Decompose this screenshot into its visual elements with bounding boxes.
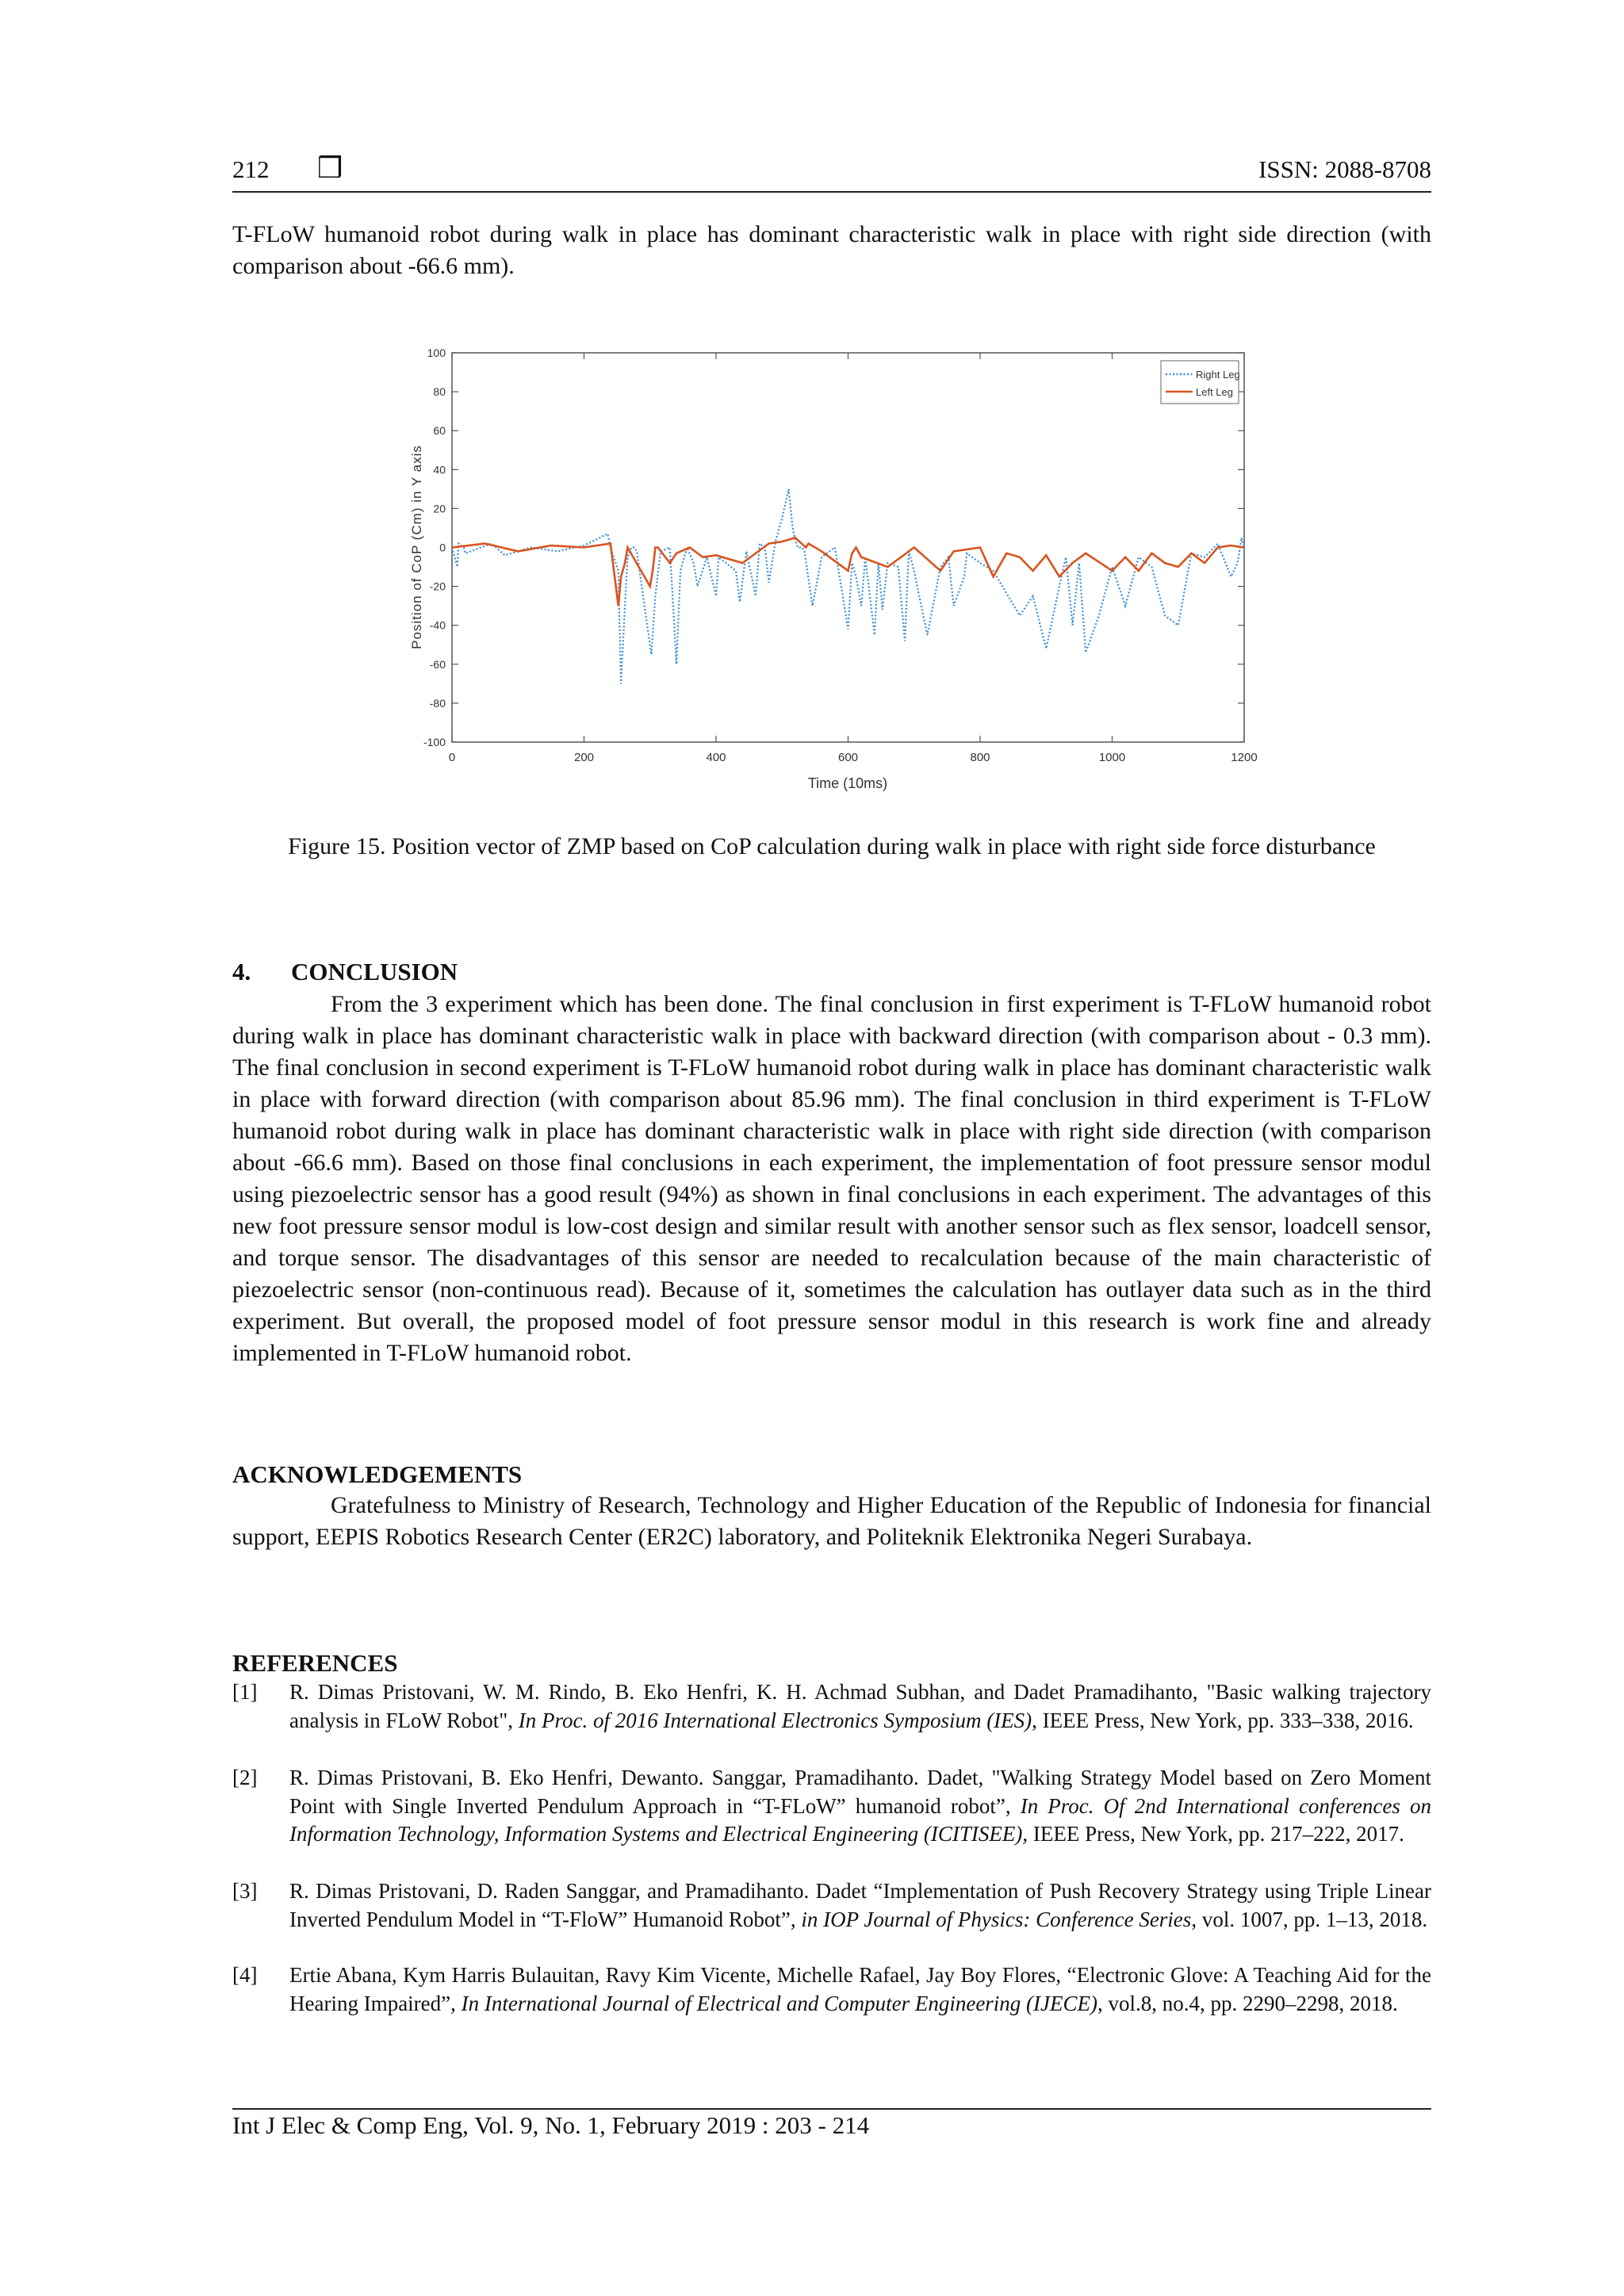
x-tick-label: 1000 — [1098, 751, 1126, 764]
y-tick-label: 60 — [433, 424, 446, 438]
reference-venue: In Proc. Of 2nd International conferences on Information Technology, Information Systems and Electrical Engineering (ICITISEE), — [289, 1793, 1431, 1846]
footer-rule — [232, 2108, 1431, 2110]
conclusion-heading: CONCLUSION — [291, 958, 458, 985]
x-tick-label: 800 — [970, 751, 990, 764]
conclusion-number: 4. — [232, 958, 251, 985]
footer-citation: Int J Elec & Comp Eng, Vol. 9, No. 1, February 2019 : 203 - 214 — [232, 2111, 870, 2139]
acknowledgements-paragraph: Gratefulness to Ministry of Research, Technology and Higher Education of the Republic of Indonesia for financial support, EEPIS Robotics Research Center (ER2C) laboratory, and Politeknik Elektronika Negeri Surabaya. — [232, 1492, 1431, 1550]
x-tick-label: 1200 — [1231, 751, 1258, 764]
reference-number: [3] — [232, 1879, 258, 1903]
legend-label: Left Leg — [1196, 386, 1233, 398]
reference-text: , IEEE Press, New York, pp. 333–338, 2016. — [1032, 1708, 1414, 1732]
legend-label: Right Leg — [1196, 369, 1240, 381]
y-tick-label: -80 — [429, 696, 446, 710]
figure-caption: Figure 15. Position vector of ZMP based on CoP calculation during walk in place with right side force disturbance — [288, 833, 1376, 859]
reference-text: IEEE Press, New York, pp. 217–222, 2017. — [1028, 1822, 1404, 1846]
reference-item — [232, 1764, 1431, 1849]
intro-paragraph: T-FLoW humanoid robot during walk in place has dominant characteristic walk in place with right side direction (with comparison about -66.6 mm). — [232, 221, 1431, 279]
acknowledgements-heading: ACKNOWLEDGEMENTS — [232, 1460, 523, 1488]
x-axis-label: Time (10ms) — [807, 775, 888, 791]
reference-number: [1] — [232, 1680, 258, 1704]
y-tick-label: -60 — [429, 657, 446, 671]
reference-item — [232, 1961, 1431, 2018]
y-tick-label: 0 — [439, 541, 446, 554]
reference-text: Ertie Abana, Kym Harris Bulauitan, Ravy Kim Vicente, Michelle Rafael, Jay Boy Flores, “Electronic Glove: A Teaching Aid for the Hearing Impaired”, — [289, 1963, 1431, 2015]
reference-venue: in IOP Journal of Physics: Conference Series — [801, 1907, 1192, 1931]
zmp-cop-chart — [400, 333, 1265, 809]
x-tick-label: 400 — [706, 751, 726, 764]
x-tick-label: 0 — [448, 751, 456, 764]
y-tick-label: -20 — [429, 580, 446, 593]
reference-text: R. Dimas Pristovani, W. M. Rindo, B. Eko Henfri, K. H. Achmad Subhan, and Dadet Pramadihanto, "Basic walking trajectory analysis in FLoW Robot", — [289, 1680, 1431, 1732]
y-axis-label: Position of CoP (Cm) in Y axis — [409, 445, 424, 649]
reference-text: R. Dimas Pristovani, B. Eko Henfri, Dewanto. Sanggar, Pramadihanto. Dadet, "Walking Strategy Model based on Zero Moment Point with Single Inverted Pendulum Approach in “T-FLoW” humanoid robot”, — [289, 1766, 1431, 1818]
y-tick-label: 20 — [433, 502, 446, 515]
figure-15 — [400, 333, 1265, 809]
y-tick-label: 100 — [427, 346, 446, 359]
reference-venue: In Proc. of 2016 International Electronics Symposium (IES) — [518, 1708, 1032, 1732]
page-number: 212 — [232, 155, 270, 183]
y-tick-label: -100 — [423, 736, 446, 748]
x-tick-label: 600 — [837, 751, 859, 764]
header-rule — [232, 191, 1431, 193]
reference-number: [4] — [232, 1963, 258, 1987]
references-heading: REFERENCES — [232, 1649, 398, 1677]
reference-text: , vol.8, no.4, pp. 2290–2298, 2018. — [1097, 1991, 1398, 2015]
y-tick-label: 40 — [433, 463, 446, 476]
reference-number: [2] — [232, 1766, 258, 1789]
reference-text: , vol. 1007, pp. 1–13, 2018. — [1191, 1907, 1428, 1931]
reference-item — [232, 1678, 1431, 1735]
box-icon: ❒ — [317, 152, 343, 185]
issn: ISSN: 2088-8708 — [1258, 155, 1431, 183]
y-tick-label: 80 — [433, 385, 446, 399]
conclusion-paragraph: From the 3 experiment which has been done. The final conclusion in first experiment is T-FLoW humanoid robot during walk in place has dominant characteristic walk in place with backward direction (with comparison about - 0.3 mm). The final conclusion in second experiment is T-FLoW humanoid robot during walk in place has dominant characteristic walk in place with forward direction (with comparison about 85.96 mm). The final conclusion in third experiment is T-FLoW humanoid robot during walk in place has dominant characteristic walk in place with right side direction (with comparison about -66.6 mm). Based on those final conclusions in each experiment, the implementation of foot pressure sensor modul using piezoelectric sensor has a good result (94%) as shown in final conclusions in each experiment. The advantages of this new foot pressure sensor modul is low-cost design and similar result with another sensor such as flex sensor, loadcell sensor, and torque sensor. The disadvantages of this sensor are needed to recalculation because of the main characteristic of piezoelectric sensor (non-continuous read). Because of it, sometimes the calculation has outlayer data such as in the third experiment. But overall, the proposed model of foot pressure sensor modul in this research is work fine and already implemented in T-FLoW humanoid robot. — [232, 991, 1431, 1366]
y-tick-label: -40 — [429, 618, 446, 632]
reference-item — [232, 1877, 1431, 1934]
reference-text: R. Dimas Pristovani, D. Raden Sanggar, and Pramadihanto. Dadet “Implementation of Push Recovery Strategy using Triple Linear Inverted Pendulum Model in “T-FloW” Humanoid Robot”, — [289, 1879, 1431, 1931]
reference-venue: In International Journal of Electrical and Computer Engineering (IJECE) — [461, 1991, 1098, 2015]
x-tick-label: 200 — [573, 751, 595, 764]
